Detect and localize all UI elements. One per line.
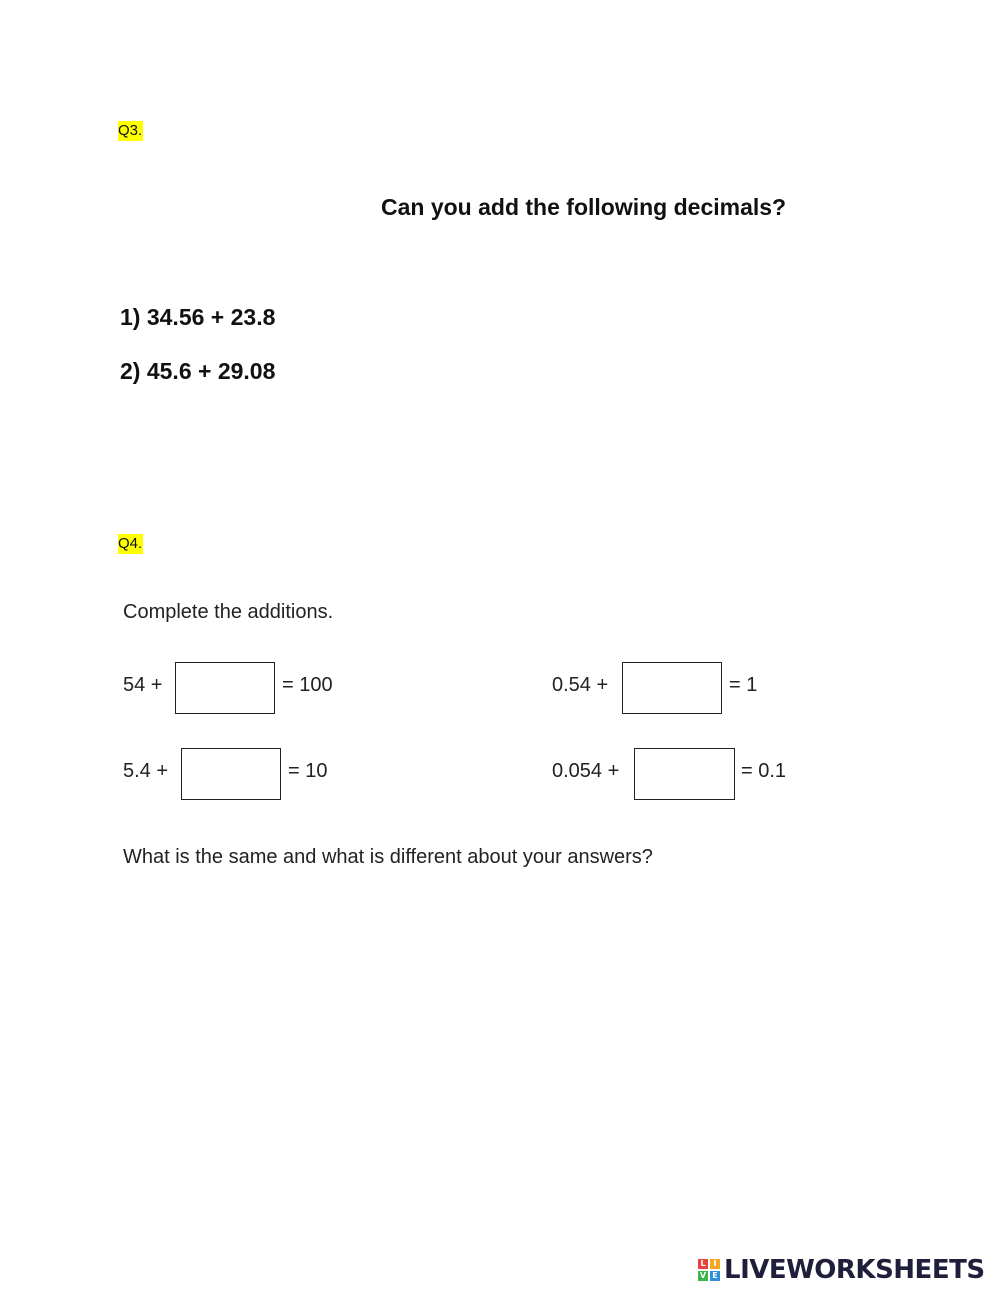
equation-1-right: = 100 [282, 674, 333, 696]
q4-label: Q4. [118, 535, 143, 552]
q3-problem-1: 1) 34.56 + 23.8 [120, 304, 276, 330]
liveworksheets-logo [698, 1255, 985, 1285]
q3-label: Q3. [118, 122, 143, 139]
equation-1-left: 54 + [123, 674, 163, 696]
logo-letter-e: E [710, 1271, 720, 1281]
logo-letter-v: V [699, 1271, 707, 1280]
q3-heading: Can you add the following decimals? [381, 194, 787, 220]
logo-letter-l: L [698, 1259, 708, 1269]
equation-2-left: 0.54 + [552, 674, 609, 696]
equation-4-right: = 0.1 [741, 760, 787, 782]
logo-letter-i: I [710, 1259, 720, 1269]
q3-problem-2: 2) 45.6 + 29.08 [120, 358, 276, 384]
equation-3-left: 5.4 + [123, 760, 169, 782]
answer-box-4[interactable] [634, 748, 735, 800]
equation-3-right: = 10 [288, 760, 328, 782]
q4-question: What is the same and what is different about your answers? [123, 846, 653, 868]
answer-box-2[interactable] [622, 662, 722, 714]
logo-text: LIVEWORKSHEETS [724, 1255, 985, 1285]
logo-mark-icon [698, 1259, 720, 1281]
equation-2-right: = 1 [729, 674, 758, 696]
equation-4-left: 0.054 + [552, 760, 620, 782]
q4-instruction: Complete the additions. [123, 601, 334, 623]
answer-box-1[interactable] [175, 662, 275, 714]
answer-box-3[interactable] [181, 748, 281, 800]
